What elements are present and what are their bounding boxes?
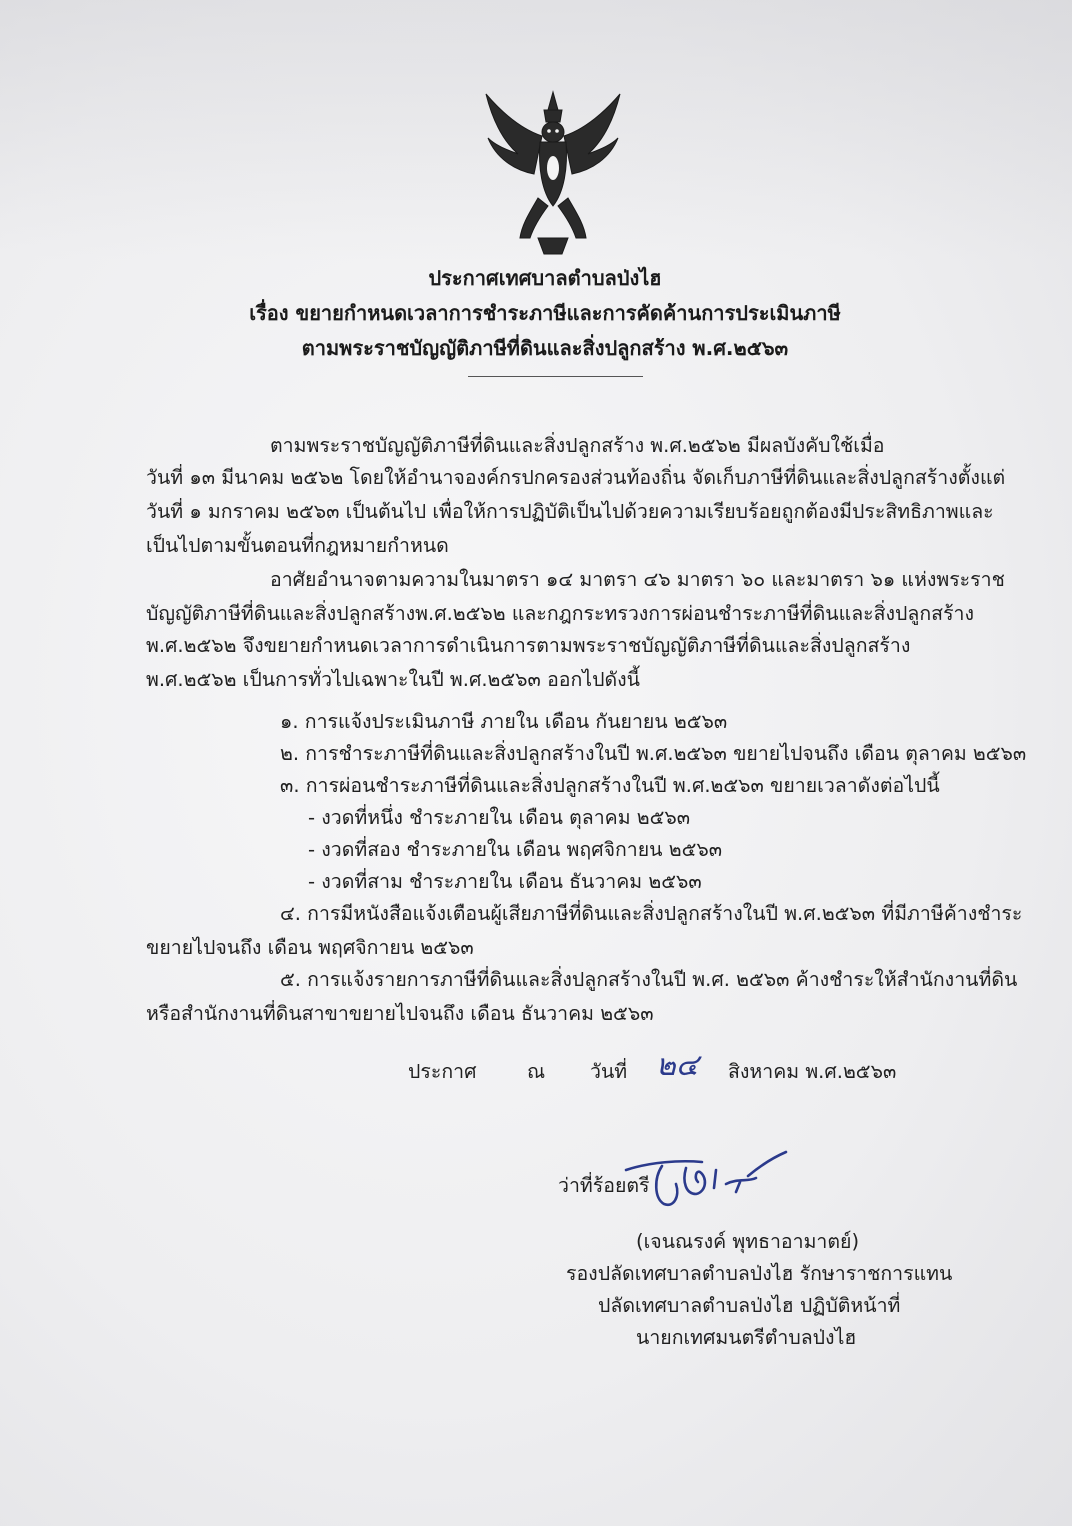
paragraph-2-line: พ.ศ.๒๕๖๒ จึงขยายกำหนดเวลาการดำเนินการตามพระราชบัญญัติภาษีที่ดินและสิ่งปลูกสร้าง [146,634,911,657]
garuda-emblem-icon [478,88,628,258]
document-title: ประกาศเทศบาลตำบลป่งไฮ [428,266,662,290]
handwritten-day: ๒๔ [656,1048,699,1083]
signer-name: (เจนณรงค์ พุทธาอามาตย์) [636,1230,860,1253]
installment-item: - งวดที่สาม ชำระภายใน เดือน ธันวาคม ๒๕๖๓ [308,870,702,893]
dateline-at: ณ [527,1060,546,1083]
installment-item: - งวดที่หนึ่ง ชำระภายใน เดือน ตุลาคม ๒๕๖๓ [308,806,691,829]
signer-title: ปลัดเทศบาลตำบลป่งไฮ ปฏิบัติหน้าที่ [598,1294,901,1317]
paragraph-1-line: วันที่ ๑ มกราคม ๒๕๖๓ เป็นต้นไป เพื่อให้การปฏิบัติเป็นไปด้วยความเรียบร้อยถูกต้องมีประสิทธิภาพและ [146,500,994,523]
list-item: ๓. การผ่อนชำระภาษีที่ดินและสิ่งปลูกสร้างในปี พ.ศ.๒๕๖๓ ขยายเวลาดังต่อไปนี้ [280,774,940,797]
signer-title: นายกเทศมนตรีตำบลป่งไฮ [636,1326,857,1349]
paragraph-1-line: วันที่ ๑๓ มีนาคม ๒๕๖๒ โดยให้อำนาจองค์กรปกครองส่วนท้องถิ่น จัดเก็บภาษีที่ดินและสิ่งปลูกสร้างตั้งแต่ [146,466,1006,489]
list-item: ๕. การแจ้งรายการภาษีที่ดินและสิ่งปลูกสร้างในปี พ.ศ. ๒๕๖๓ ค้างชำระให้สำนักงานที่ดิน [280,968,1018,991]
dateline-announce: ประกาศ [408,1060,477,1083]
document-subject: เรื่อง ขยายกำหนดเวลาการชำระภาษีและการคัดค้านการประเมินภาษี [249,301,841,325]
list-item: ๔. การมีหนังสือแจ้งเตือนผู้เสียภาษีที่ดินและสิ่งปลูกสร้างในปี พ.ศ.๒๕๖๓ ที่มีภาษีค้างชำระ [280,902,1023,925]
installment-item: - งวดที่สอง ชำระภายใน เดือน พฤศจิกายน ๒๕๖๓ [308,838,723,861]
paragraph-1-line: ตามพระราชบัญญัติภาษีที่ดินและสิ่งปลูกสร้าง พ.ศ.๒๕๖๒ มีผลบังคับใช้เมื่อ [270,434,885,457]
paragraph-2-line: พ.ศ.๒๕๖๒ เป็นการทั่วไปเฉพาะในปี พ.ศ.๒๕๖๓ ออกไปดังนี้ [146,668,640,691]
signer-rank: ว่าที่ร้อยตรี [558,1174,650,1197]
dateline-month-year: สิงหาคม พ.ศ.๒๕๖๓ [728,1060,897,1083]
list-item: ๑. การแจ้งประเมินภาษี ภายใน เดือน กันยายน ๒๕๖๓ [280,710,728,733]
signer-title: รองปลัดเทศบาลตำบลป่งไฮ รักษาราชการแทน [566,1262,953,1285]
dateline-day-label: วันที่ [590,1060,628,1083]
list-item-continuation: ขยายไปจนถึง เดือน พฤศจิกายน ๒๕๖๓ [146,936,474,959]
paragraph-2-line: อาศัยอำนาจตามความในมาตรา ๑๔ มาตรา ๔๖ มาตรา ๖๐ และมาตรา ๖๑ แห่งพระราช [270,568,1005,591]
paragraph-1-line: เป็นไปตามขั้นตอนที่กฎหมายกำหนด [146,534,449,557]
list-item: ๒. การชำระภาษีที่ดินและสิ่งปลูกสร้างในปี พ.ศ.๒๕๖๓ ขยายไปจนถึง เดือน ตุลาคม ๒๕๖๓ [280,742,1027,765]
title-divider [468,376,643,377]
list-item-continuation: หรือสำนักงานที่ดินสาขาขยายไปจนถึง เดือน ธันวาคม ๒๕๖๓ [146,1002,654,1025]
paragraph-2-line: บัญญัติภาษีที่ดินและสิ่งปลูกสร้างพ.ศ.๒๕๖๒ และกฎกระทรวงการผ่อนชำระภาษีที่ดินและสิ่งปลูกสร้าง [146,602,975,625]
document-subject-line2: ตามพระราชบัญญัติภาษีที่ดินและสิ่งปลูกสร้าง พ.ศ.๒๕๖๓ [301,336,789,360]
